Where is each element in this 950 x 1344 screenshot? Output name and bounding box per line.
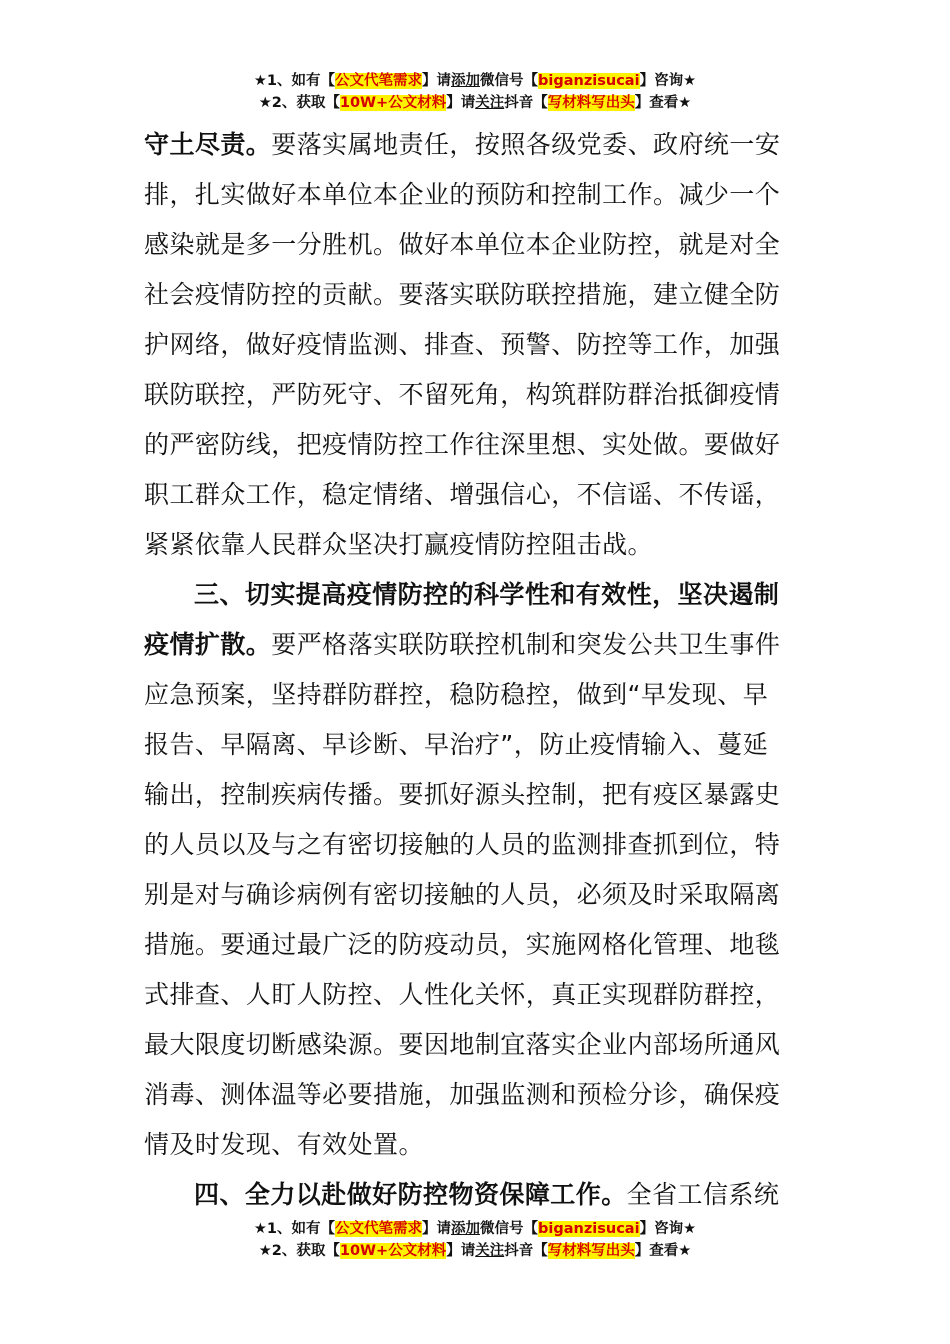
promo-text: 】查看★ bbox=[634, 95, 692, 111]
body-line: 式排查、人盯人防控、人性化关怀，真正实现群防群控， bbox=[144, 980, 781, 1009]
promo-underline: 添加 bbox=[451, 73, 481, 89]
promo-text: ★1、如有【 bbox=[253, 1221, 336, 1237]
promo-text: 】查看★ bbox=[634, 1243, 692, 1259]
promo-text: 】请 bbox=[446, 1243, 476, 1259]
promo-line-1 bbox=[0, 1218, 950, 1240]
body-line: 的严密防线，把疫情防控工作往深里想、实处做。要做好 bbox=[144, 430, 781, 459]
body-line: 职工群众工作，稳定情绪、增强信心，不信谣、不传谣， bbox=[144, 480, 781, 509]
body-line bbox=[144, 120, 812, 170]
promo-douyin-id: 写材料写出头 bbox=[547, 95, 635, 111]
promo-highlight: 公文代笔需求 bbox=[335, 1221, 423, 1237]
promo-highlight: 10W+公文材料 bbox=[339, 1243, 447, 1259]
body-line: 别是对与确诊病例有密切接触的人员，必须及时采取隔离 bbox=[144, 880, 781, 909]
body-line bbox=[144, 1170, 812, 1220]
body-line bbox=[144, 620, 812, 670]
body-text: 全省工信系统 bbox=[626, 1180, 780, 1209]
document-body bbox=[144, 120, 812, 1220]
promo-line-2 bbox=[0, 92, 950, 114]
promo-line-1 bbox=[0, 70, 950, 92]
body-line: 的人员以及与之有密切接触的人员的监测排查抓到位，特 bbox=[144, 830, 781, 859]
body-line: 输出，控制疾病传播。要抓好源头控制，把有疫区暴露史 bbox=[144, 780, 781, 809]
promo-text: 微信号【 bbox=[480, 1221, 539, 1237]
promo-text: ★2、获取【 bbox=[258, 1243, 340, 1259]
body-line: 紧紧依靠人民群众坚决打赢疫情防控阻击战。 bbox=[144, 530, 654, 559]
promo-line-2 bbox=[0, 1240, 950, 1262]
section-3-heading: 三、切实提高疫情防控的科学性和有效性，坚决遏制 bbox=[194, 580, 780, 609]
promo-text: 】咨询★ bbox=[639, 73, 697, 89]
promo-underline: 添加 bbox=[451, 1221, 481, 1237]
promo-text: 】请 bbox=[422, 1221, 452, 1237]
promo-text: 】请 bbox=[446, 95, 476, 111]
promo-underline: 关注 bbox=[475, 95, 505, 111]
section-3-heading-cont: 疫情扩散。 bbox=[144, 630, 272, 659]
promo-banner-bottom bbox=[0, 1218, 950, 1262]
body-text: 要落实属地责任，按照各级党委、政府统一安 bbox=[271, 130, 781, 159]
body-line: 联防联控，严防死守、不留死角，构筑群防群治抵御疫情 bbox=[144, 380, 781, 409]
promo-highlight: 10W+公文材料 bbox=[339, 95, 447, 111]
promo-underline: 关注 bbox=[475, 1243, 505, 1259]
body-line: 消毒、测体温等必要措施，加强监测和预检分诊，确保疫 bbox=[144, 1080, 781, 1109]
promo-douyin-id: 写材料写出头 bbox=[547, 1243, 635, 1259]
promo-text: 】咨询★ bbox=[639, 1221, 697, 1237]
promo-text: 】请 bbox=[422, 73, 452, 89]
body-text: 要严格落实联防联控机制和突发公共卫生事件 bbox=[271, 630, 781, 659]
bold-lead: 守土尽责。 bbox=[144, 130, 272, 159]
body-line: 护网络，做好疫情监测、排查、预警、防控等工作，加强 bbox=[144, 330, 781, 359]
body-line: 排，扎实做好本单位本企业的预防和控制工作。减少一个 bbox=[144, 180, 781, 209]
promo-text: 抖音【 bbox=[504, 95, 548, 111]
promo-text: ★2、获取【 bbox=[258, 95, 340, 111]
body-line: 措施。要通过最广泛的防疫动员，实施网格化管理、地毯 bbox=[144, 930, 781, 959]
promo-text: ★1、如有【 bbox=[253, 73, 336, 89]
promo-highlight: 公文代笔需求 bbox=[335, 73, 423, 89]
body-line: 社会疫情防控的贡献。要落实联防联控措施，建立健全防 bbox=[144, 280, 781, 309]
body-line: 报告、早隔离、早诊断、早治疗”，防止疫情输入、蔓延 bbox=[144, 730, 769, 759]
section-4-heading: 四、全力以赴做好防控物资保障工作。 bbox=[194, 1180, 627, 1209]
body-line: 感染就是多一分胜机。做好本单位本企业防控，就是对全 bbox=[144, 230, 781, 259]
body-line: 最大限度切断感染源。要因地制宜落实企业内部场所通风 bbox=[144, 1030, 781, 1059]
promo-text: 抖音【 bbox=[504, 1243, 548, 1259]
promo-wechat-id: biganzisucai bbox=[538, 1221, 640, 1237]
body-line: 应急预案，坚持群防群控，稳防稳控，做到“早发现、早 bbox=[144, 680, 769, 709]
promo-text: 微信号【 bbox=[480, 73, 539, 89]
body-line: 情及时发现、有效处置。 bbox=[144, 1130, 424, 1159]
promo-banner-top bbox=[0, 70, 950, 114]
promo-wechat-id: biganzisucai bbox=[538, 73, 640, 89]
